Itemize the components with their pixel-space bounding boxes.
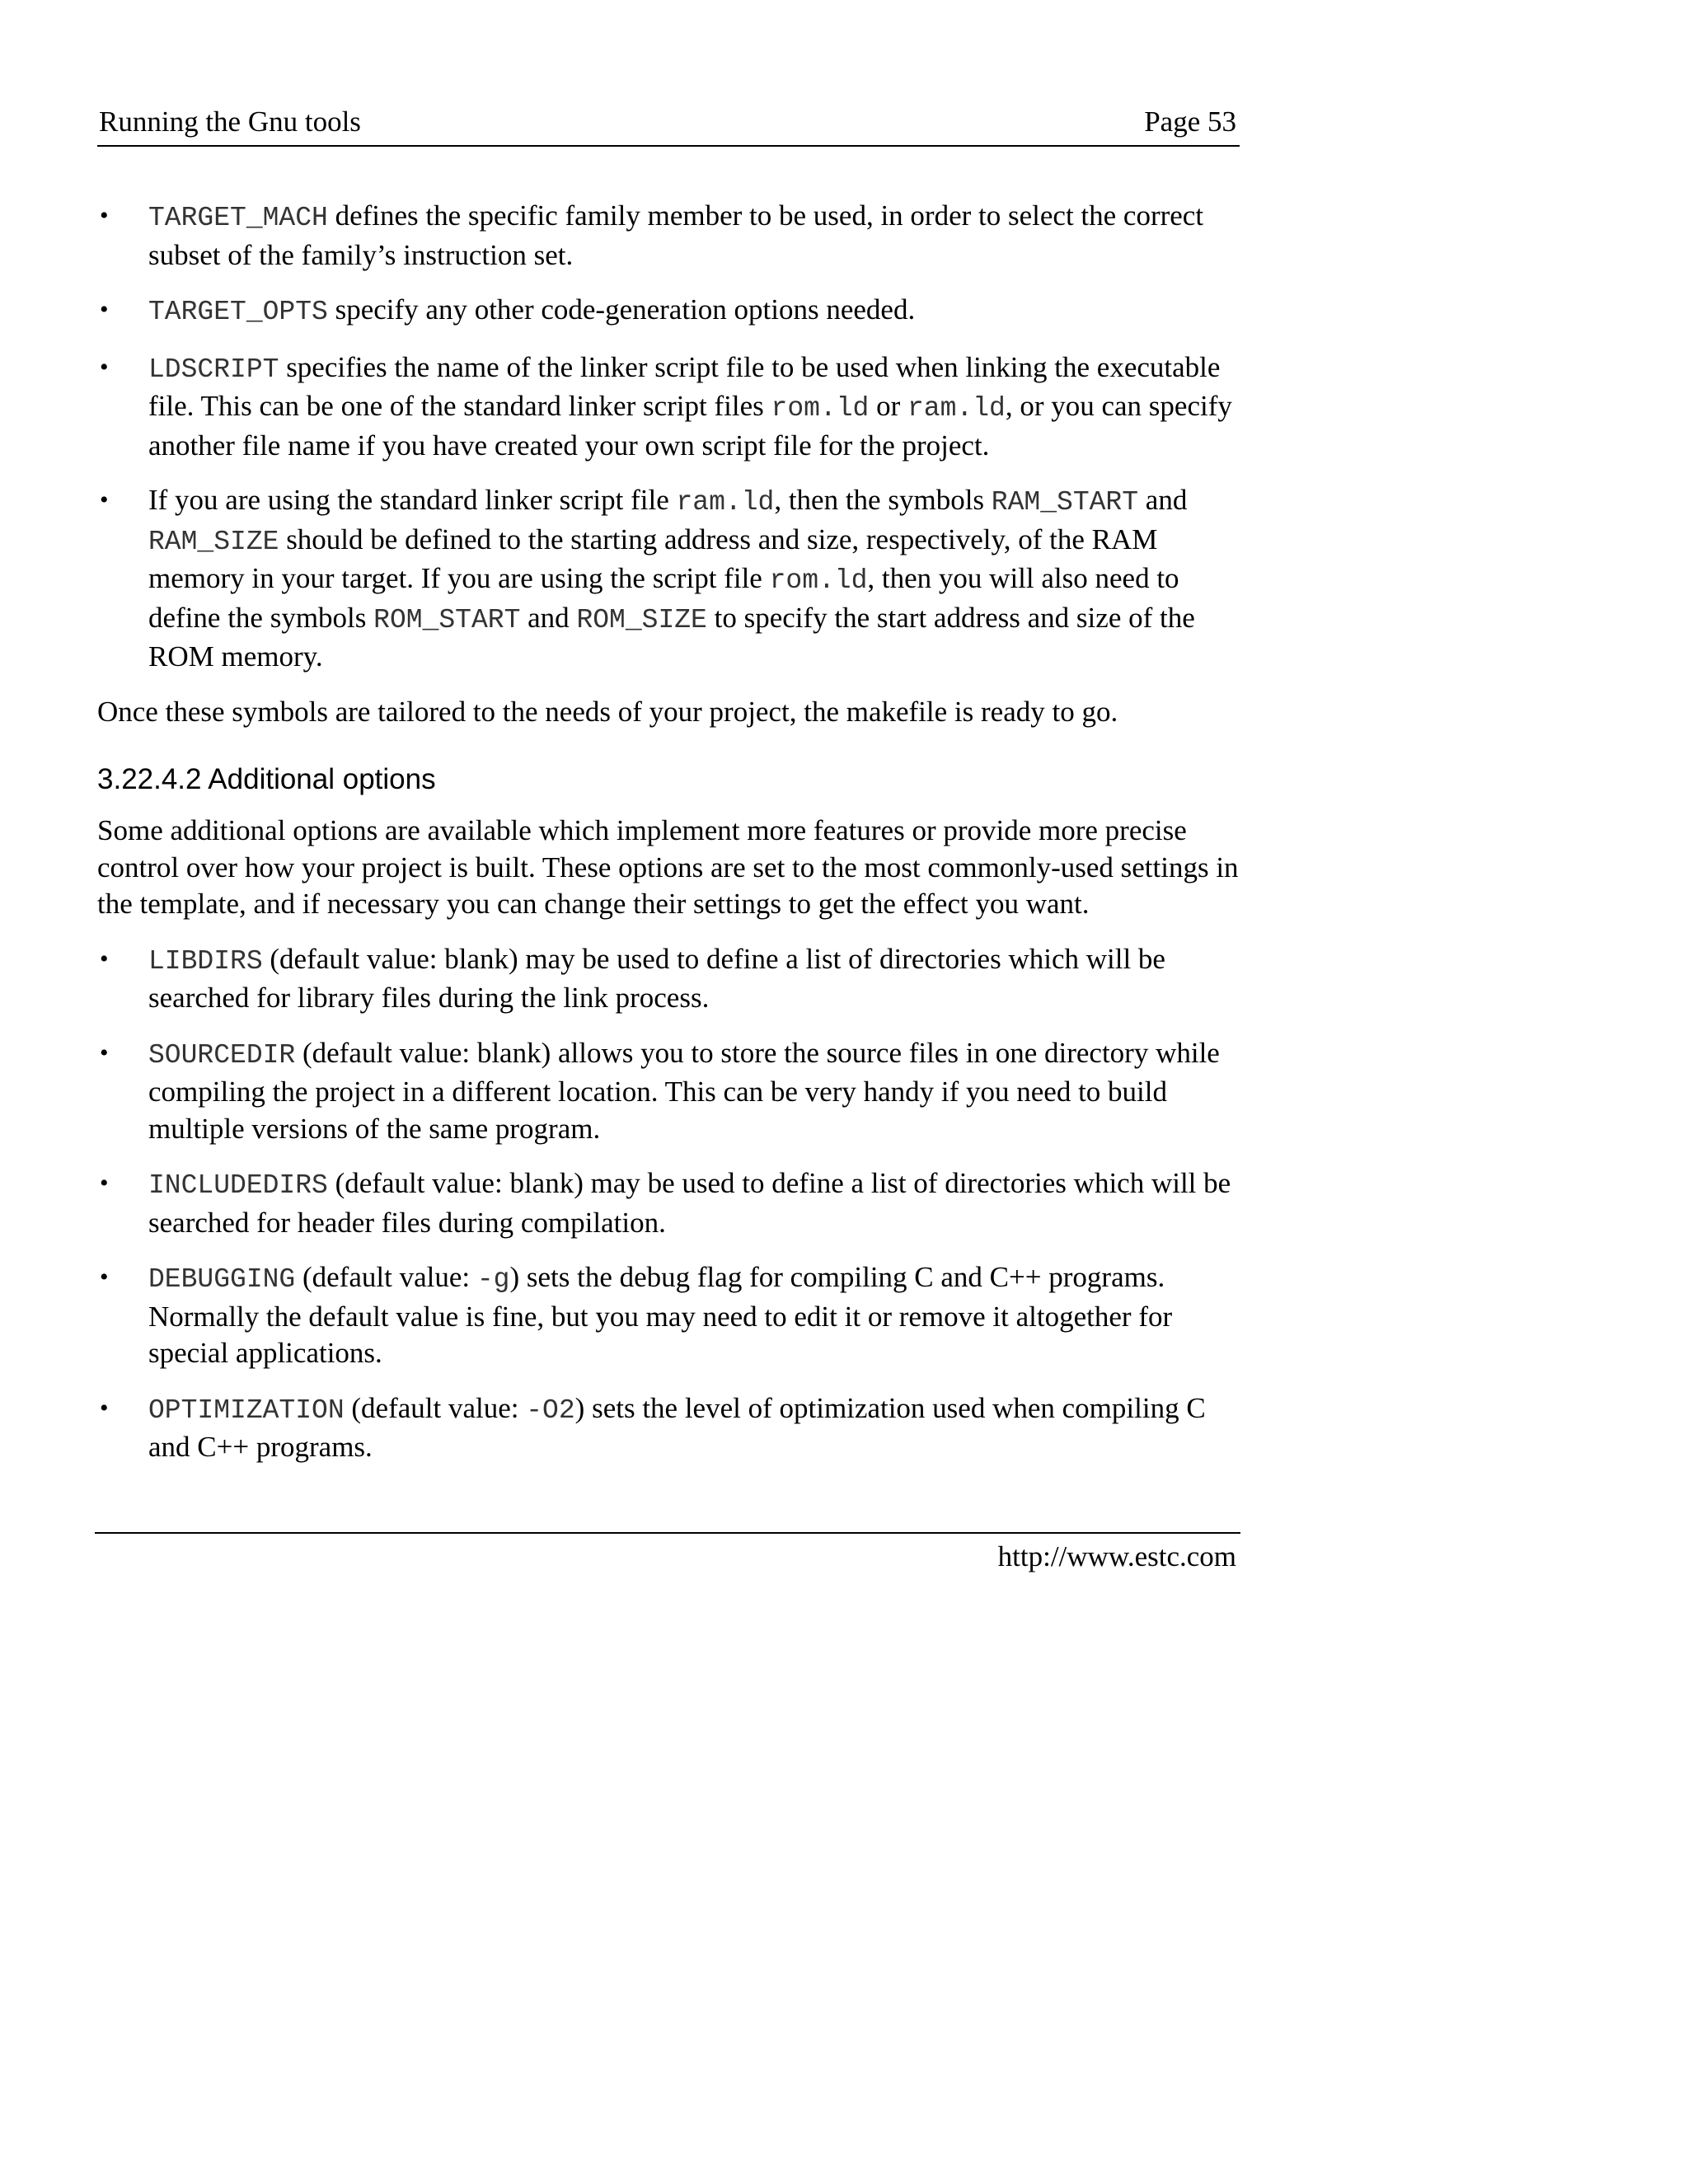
code-term: -g <box>476 1264 510 1295</box>
item-text: specifies the name of the linker script file to be used when linking the executable file. This can be one of the standard linker script files <box>148 350 1221 422</box>
code-term: ram.ld <box>676 487 775 518</box>
item-text: If you are using the standard linker script file <box>148 484 677 516</box>
body-paragraph: Some additional options are available which implement more features or provide more precise control over how your project is built. These options are set to the most commonly-used settings in the template, and if necessary you can change their settings to get the effect you want. <box>97 814 1239 920</box>
item-text: , then you will also need to define the symbols <box>148 562 1179 634</box>
item-text: (default value: blank) may be used to define a list of directories which will be searched for header files during compilation. <box>148 1167 1231 1239</box>
list-item <box>97 941 1243 1017</box>
config-variable-list <box>97 198 1243 676</box>
code-term: -O2 <box>526 1394 575 1426</box>
item-text: and <box>520 601 577 634</box>
item-text: (default value: blank) may be used to define a list of directories which will be searched for library files during the link process. <box>148 942 1165 1014</box>
code-term: OPTIMIZATION <box>148 1394 345 1426</box>
bullet-icon: • <box>100 486 109 513</box>
bullet-icon: • <box>100 1169 109 1197</box>
list-item <box>97 1035 1243 1148</box>
page-footer <box>95 1532 1240 1572</box>
item-text: specify any other code-generation options needed. <box>327 293 916 326</box>
code-term: LDSCRIPT <box>148 354 279 385</box>
bullet-icon: • <box>100 202 109 229</box>
page-header <box>97 104 1240 147</box>
list-item <box>97 349 1243 465</box>
code-term: RAM_SIZE <box>148 526 279 557</box>
list-item <box>97 1259 1243 1372</box>
code-term: SOURCEDIR <box>148 1039 296 1071</box>
code-term: TARGET_MACH <box>148 203 328 233</box>
item-text: , then the symbols <box>774 484 992 516</box>
item-text: (default value: <box>344 1391 527 1424</box>
additional-options-list <box>97 941 1243 1466</box>
page-number: Page 53 <box>1144 105 1236 138</box>
section-heading: 3.22.4.2 Additional options <box>97 763 436 795</box>
item-text: and <box>1138 484 1188 516</box>
list-item <box>97 1165 1243 1241</box>
item-text: , or you can specify another file name if you have created your own script file for the project. <box>148 390 1232 462</box>
list-item <box>97 1390 1243 1466</box>
item-text: (default value: blank) allows you to store the source files in one directory while compiling the project in a different location. This can be very handy if you need to build multiple versions of the same program. <box>148 1036 1220 1145</box>
item-text: ) sets the level of optimization used when compiling C and C++ programs. <box>148 1391 1206 1463</box>
code-term: rom.ld <box>771 393 870 424</box>
bullet-icon: • <box>100 1394 109 1422</box>
item-text: should be defined to the starting address and size, respectively, of the RAM memory in your target. If you are using the script file <box>148 523 1158 594</box>
code-term: ROM_START <box>373 604 521 635</box>
code-term: ram.ld <box>907 393 1006 424</box>
bullet-icon: • <box>100 353 109 381</box>
bullet-icon: • <box>100 1263 109 1291</box>
code-term: INCLUDEDIRS <box>148 1170 328 1201</box>
list-item <box>97 292 1243 331</box>
item-text: ) sets the debug flag for compiling C and C++ programs. Normally the default value is fine, but you may need to edit it or remove it altogether for special applications. <box>148 1261 1173 1369</box>
chapter-title: Running the Gnu tools <box>99 105 361 138</box>
code-term: DEBUGGING <box>148 1264 296 1295</box>
item-text: or <box>869 390 907 422</box>
item-text: defines the specific family member to be used, in order to select the correct subset of the family’s instruction set. <box>148 199 1204 271</box>
code-term: RAM_START <box>991 487 1139 518</box>
code-term: rom.ld <box>769 565 868 596</box>
bullet-icon: • <box>100 944 109 972</box>
code-term: TARGET_OPTS <box>148 297 328 327</box>
code-term: ROM_SIZE <box>576 604 707 635</box>
code-term: LIBDIRS <box>148 945 263 977</box>
body-paragraph: Once these symbols are tailored to the needs of your project, the makefile is ready to go. <box>97 695 1118 728</box>
list-item <box>97 482 1243 676</box>
bullet-icon: • <box>100 296 109 323</box>
bullet-icon: • <box>100 1038 109 1066</box>
list-item <box>97 198 1243 274</box>
item-text: (default value: <box>295 1261 477 1293</box>
footer-url: http://www.estc.com <box>997 1540 1236 1572</box>
page-content <box>97 198 1243 1484</box>
item-text: to specify the start address and size of the ROM memory. <box>148 601 1195 673</box>
